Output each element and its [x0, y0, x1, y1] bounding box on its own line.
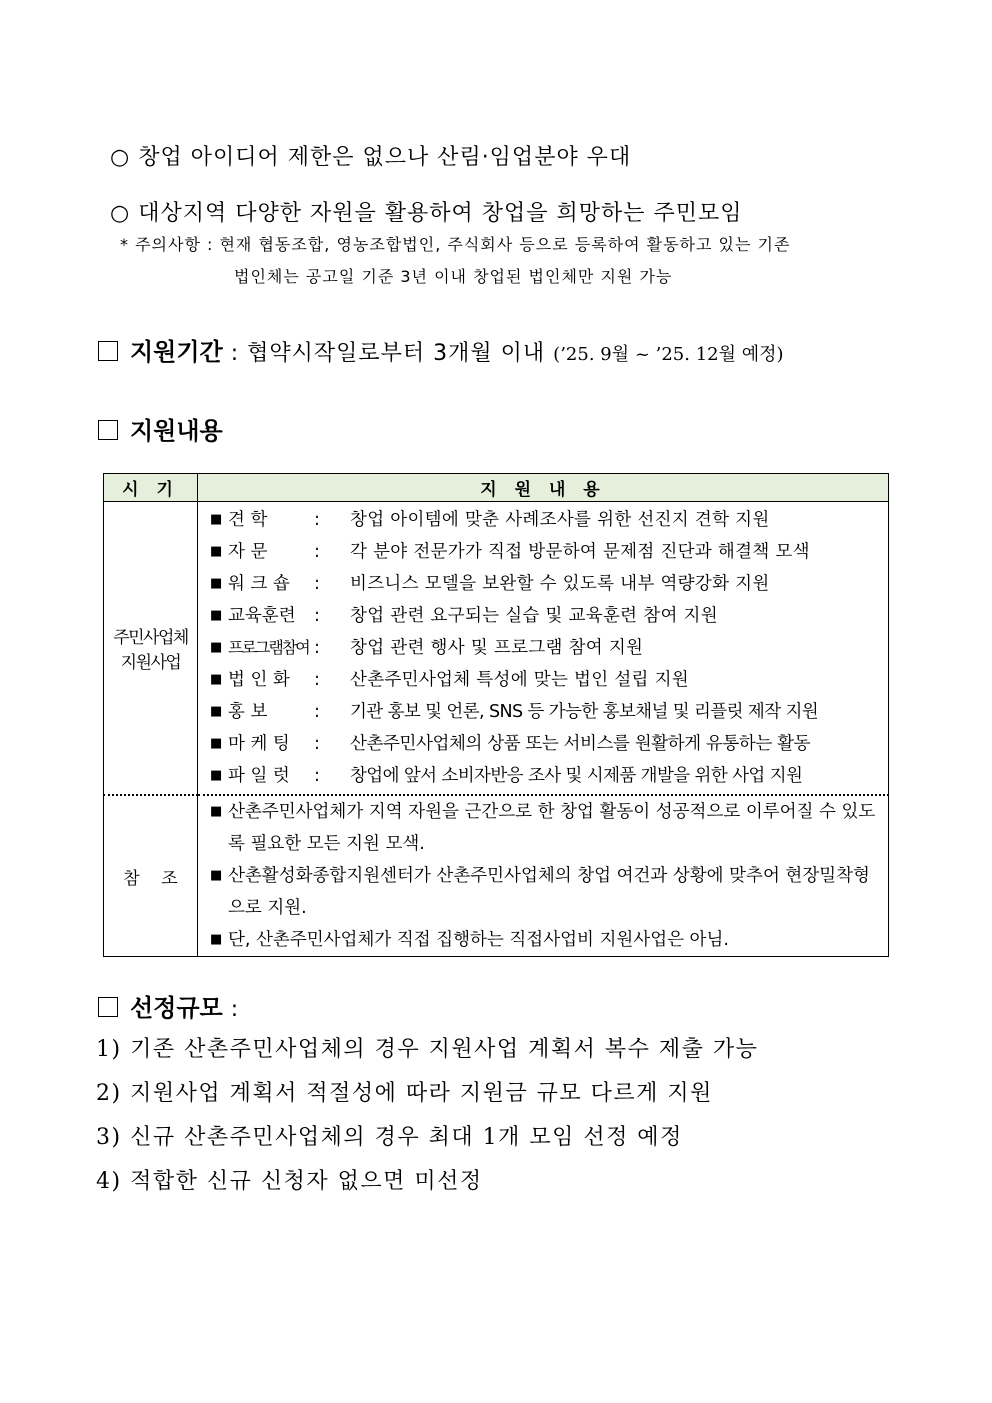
- support-period-text: 협약시작일로부터 3개월 이내: [247, 341, 554, 366]
- selection-item-1: 1) 기존 산촌주민사업체의 경우 지원사업 계획서 복수 제출 가능: [96, 1037, 759, 1062]
- list-item: [198, 568, 888, 600]
- item-value: 산촌주민사업체의 상품 또는 서비스를 원활하게 유통하는 활동: [350, 734, 811, 754]
- item-value: 산촌주민사업체 특성에 맞는 법인 설립 지원: [350, 670, 690, 690]
- item-key: 자 문: [228, 542, 268, 562]
- item-colon: :: [314, 542, 320, 562]
- list-item: [198, 632, 888, 664]
- list-item: [198, 924, 888, 956]
- selection-colon: :: [222, 997, 240, 1022]
- selection-item-4: 4) 적합한 신규 신청자 없으면 미선정: [96, 1169, 483, 1194]
- group-label-line-2: 지원사업: [120, 653, 181, 673]
- header-content: 지 원 내 용: [198, 474, 889, 502]
- list-item: [198, 760, 888, 792]
- checkbox-square-icon: [98, 420, 118, 440]
- item-colon: :: [314, 702, 320, 722]
- list-item: [198, 860, 888, 924]
- item-key: 마 케 팅: [228, 734, 290, 754]
- item-value: 창업 관련 요구되는 실습 및 교육훈련 참여 지원: [350, 606, 718, 626]
- intro-bullet-1: ○ 창업 아이디어 제한은 없으나 산림·임업분야 우대: [110, 145, 632, 170]
- item-key: 프로그램참여: [228, 638, 309, 657]
- list-item: [198, 728, 888, 760]
- group-2-items: [198, 795, 889, 957]
- item-value: 창업 관련 행사 및 프로그램 참여 지원: [350, 638, 644, 658]
- item-key: 견 학: [228, 510, 268, 530]
- item-value: 비즈니스 모델을 보완할 수 있도록 내부 역량강화 지원: [350, 574, 770, 594]
- header-period: 시 기: [104, 474, 198, 502]
- item-colon: :: [314, 734, 320, 754]
- group-label-reference: 참 조: [104, 795, 198, 957]
- square-bullet-icon: ■: [210, 672, 223, 687]
- reference-text: 산촌주민사업체가 지역 자원을 근간으로 한 창업 활동이 성공적으로 이루어질 수 있도록 필요한 모든 지원 모색.: [228, 802, 876, 854]
- square-bullet-icon: ■: [210, 768, 223, 783]
- checkbox-square-icon: [98, 997, 118, 1017]
- reference-text: 단, 산촌주민사업체가 직접 집행하는 직접사업비 지원사업은 아님.: [228, 930, 729, 950]
- intro-bullet-2: ○ 대상지역 다양한 자원을 활용하여 창업을 희망하는 주민모임: [110, 201, 743, 226]
- item-key: 워 크 숍: [228, 574, 290, 594]
- item-value: 각 분야 전문가가 직접 방문하여 문제점 진단과 해결책 모색: [350, 542, 810, 562]
- item-key: 홍 보: [228, 702, 268, 722]
- table-header-row: [104, 474, 889, 502]
- checkbox-square-icon: [98, 341, 118, 361]
- selection-item-3: 3) 신규 산촌주민사업체의 경우 최대 1개 모임 선정 예정: [96, 1125, 683, 1150]
- list-item: [198, 696, 888, 728]
- square-bullet-icon: ■: [210, 576, 223, 591]
- item-value: 창업 아이템에 맞춘 사례조사를 위한 선진지 견학 지원: [350, 510, 770, 530]
- selection-item-2: 2) 지원사업 계획서 적절성에 따라 지원금 규모 다르게 지원: [96, 1081, 713, 1106]
- item-key: 법 인 화: [228, 670, 290, 690]
- intro-note-line-2: 법인체는 공고일 기준 3년 이내 창업된 법인체만 지원 가능: [234, 267, 673, 286]
- item-key: 파 일 럿: [228, 766, 290, 786]
- item-colon: :: [314, 510, 320, 530]
- item-colon: :: [314, 766, 320, 786]
- square-bullet-icon: ■: [210, 544, 223, 559]
- support-period-colon: :: [222, 341, 248, 366]
- table-row-group-1: [104, 502, 889, 796]
- intro-note-line-1: * 주의사항 : 현재 협동조합, 영농조합법인, 주식회사 등으로 등록하여 활동하고 있는 기존: [120, 235, 791, 254]
- table-row-group-2: [104, 795, 889, 957]
- list-item: [198, 796, 888, 860]
- group-label-resident-business: [104, 502, 198, 796]
- item-colon: :: [314, 638, 320, 658]
- section-support-period: [98, 332, 784, 367]
- list-item: [198, 600, 888, 632]
- list-item: [198, 536, 888, 568]
- item-value: 창업에 앞서 소비자반응 조사 및 시제품 개발을 위한 사업 지원: [350, 766, 803, 786]
- section-selection-scale: [98, 988, 239, 1023]
- selection-title: 선정규모: [130, 994, 223, 1022]
- group-1-items: [198, 502, 889, 796]
- item-colon: :: [314, 670, 320, 690]
- support-period-title: 지원기간: [130, 338, 223, 366]
- support-content-table: [103, 473, 889, 957]
- square-bullet-icon: ■: [210, 512, 223, 527]
- square-bullet-icon: ■: [210, 932, 223, 947]
- item-colon: :: [314, 574, 320, 594]
- item-colon: :: [314, 606, 320, 626]
- square-bullet-icon: ■: [210, 736, 223, 751]
- list-item: [198, 664, 888, 696]
- square-bullet-icon: ■: [210, 868, 223, 883]
- square-bullet-icon: ■: [210, 704, 223, 719]
- reference-text: 산촌활성화종합지원센터가 산촌주민사업체의 창업 여건과 상황에 맞추어 현장밀착형으로 지원.: [228, 866, 870, 918]
- item-value: 기관 홍보 및 언론, SNS 등 가능한 홍보채널 및 리플릿 제작 지원: [350, 702, 819, 722]
- group-label-line-1: 주민사업체: [113, 628, 188, 648]
- square-bullet-icon: ■: [210, 804, 223, 819]
- square-bullet-icon: ■: [210, 640, 223, 655]
- support-content-title: 지원내용: [130, 417, 223, 445]
- list-item: [198, 504, 888, 536]
- item-key: 교육훈련: [228, 606, 296, 626]
- square-bullet-icon: ■: [210, 608, 223, 623]
- section-support-content: [98, 411, 223, 446]
- support-period-range: (’25. 9월 ~ ’25. 12월 예정): [553, 344, 784, 365]
